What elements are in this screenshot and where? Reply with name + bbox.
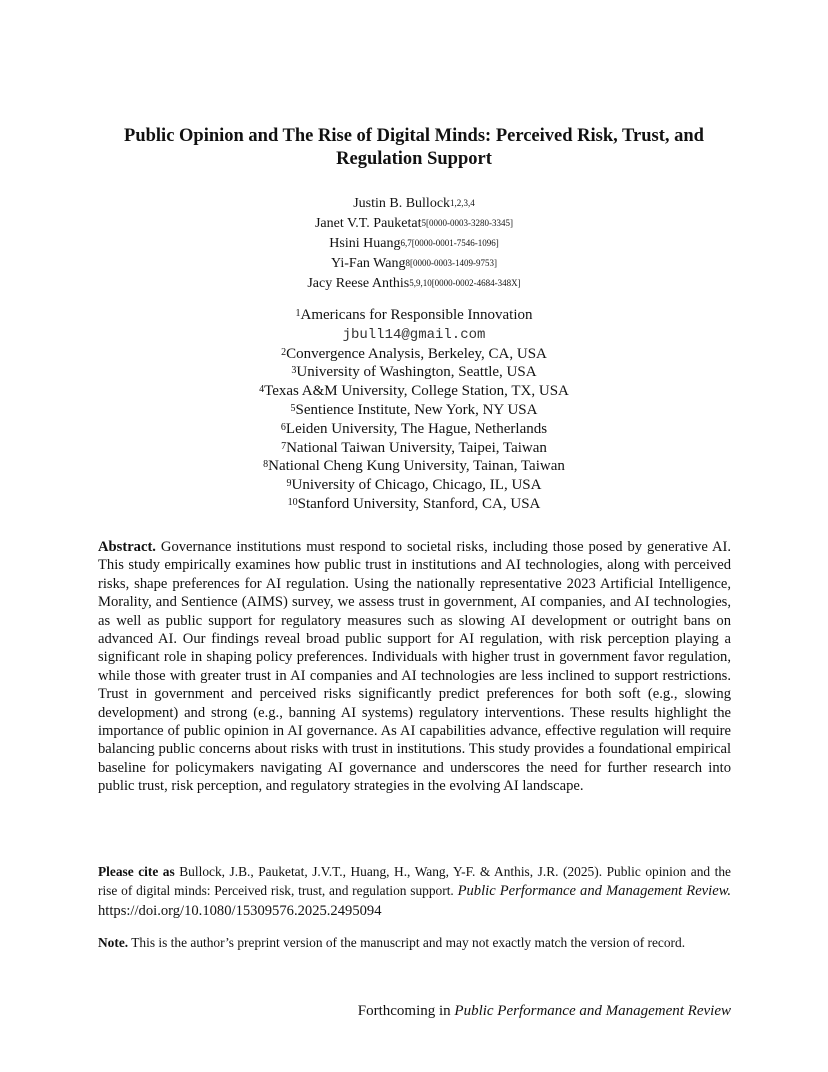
author-line: [100, 274, 728, 294]
abstract: [98, 538, 731, 796]
author-affiliation-marker: 6,7[0000-0001-7546-1096]: [400, 238, 499, 248]
citation-doi-link[interactable]: https://doi.org/10.1080/15309576.2025.2495094: [98, 903, 382, 919]
affiliation-text: Stanford University, Stanford, CA, USA: [297, 495, 541, 512]
affiliation-line: [100, 345, 728, 364]
preprint-note: [98, 934, 731, 952]
affiliation-line: [100, 401, 728, 420]
author-affiliation-marker: 5[0000-0003-3280-3345]: [421, 218, 514, 228]
forthcoming-footer: [358, 1001, 731, 1021]
affiliation-list: [100, 306, 728, 514]
affiliation-line: [100, 306, 728, 325]
affiliation-text: Americans for Responsible Innovation: [300, 307, 533, 323]
author-name: Jacy Reese Anthis: [307, 276, 410, 291]
author-list: [100, 194, 728, 294]
affiliation-text: National Cheng Kung University, Tainan, Taiwan: [268, 458, 565, 475]
affiliation-number: 2: [281, 346, 287, 358]
affiliation-number: 9: [286, 478, 292, 490]
affiliation-line: [100, 457, 728, 476]
affiliation-number: 3: [291, 365, 297, 377]
note-label: Note.: [98, 935, 129, 950]
contact-email[interactable]: jbull14@gmail.com: [342, 326, 486, 343]
author-name: Justin B. Bullock: [353, 196, 451, 211]
affiliation-number: 6: [280, 421, 286, 433]
affiliation-number: 1: [295, 308, 301, 319]
affiliation-text: Leiden University, The Hague, Netherlands: [285, 420, 548, 437]
citation-journal: Public Performance and Management Review.: [457, 883, 731, 899]
citation-label: Please cite as: [98, 864, 175, 879]
author-line: [100, 194, 728, 214]
author-affiliation-marker: 5,9,10[0000-0002-4684-348X]: [409, 278, 521, 288]
affiliation-text: University of Chicago, Chicago, IL, USA: [291, 477, 542, 494]
affiliation-line: [100, 495, 728, 514]
affiliation-text: National Taiwan University, Taipei, Taiwan: [286, 439, 547, 456]
paper-title-line-1: Public Opinion and The Rise of Digital Minds: Perceived Risk, Trust, and: [124, 126, 704, 146]
affiliation-number: 8: [263, 459, 269, 471]
affiliation-line: [100, 439, 728, 458]
author-line: [100, 234, 728, 254]
abstract-label: Abstract.: [98, 539, 156, 555]
affiliation-text: Convergence Analysis, Berkeley, CA, USA: [286, 345, 547, 362]
author-line: [100, 254, 728, 274]
affiliation-text: Sentience Institute, New York, NY USA: [295, 401, 538, 418]
author-line: [100, 214, 728, 234]
citation-text: Bullock, J.B., Pauketat, J.V.T., Huang, H., Wang, Y-F. & Anthis, J.R. (2025). Public opinion and the rise of digital minds: Perceived risk, trust, and regulation support.: [98, 864, 731, 898]
author-name: Yi-Fan Wang: [331, 256, 406, 271]
author-name: Hsini Huang: [329, 236, 401, 251]
affiliation-line: [100, 325, 728, 345]
affiliation-line: [100, 476, 728, 495]
note-text: This is the author’s preprint version of the manuscript and may not exactly match the version of record.: [131, 935, 686, 950]
affiliation-line: [100, 382, 728, 401]
affiliation-line: [100, 420, 728, 439]
affiliation-number: 10: [287, 496, 298, 508]
forthcoming-journal: Public Performance and Management Review: [454, 1003, 731, 1019]
citation: [98, 862, 731, 921]
affiliation-text: University of Washington, Seattle, USA: [296, 364, 537, 381]
paper-title: [60, 125, 768, 171]
affiliation-line: [100, 363, 728, 382]
affiliation-number: 7: [281, 440, 287, 452]
author-affiliation-marker: 8[0000-0003-1409-9753]: [405, 258, 497, 268]
affiliation-number: 5: [290, 402, 296, 414]
affiliation-number: 4: [259, 384, 265, 396]
author-affiliation-marker: 1,2,3,4: [450, 198, 475, 208]
abstract-text: Governance institutions must respond to societal risks, including those posed by generative AI. This study empirically examines how public trust in institutions and AI technologies, along with perceived risks, shape preferences for AI regulation. Using the nationally representative 2023 Artificial Intelligence, Morality, and Sentience (AIMS) survey, we assess trust in government, AI companies, and AI technologies, as well as public support for regulatory measures such as slowing AI development or outright bans on advanced AI. Our findings reveal broad public support for AI regulation, with risk perception playing a significant role in shaping policy preferences. Individuals with higher trust in government favor regulation, while those with greater trust in AI companies and AI technologies are less inclined to support restrictions. Trust in government and perceived risks significantly predict preferences for both soft (e.g., slowing development) and strong (e.g., banning AI systems) regulatory interventions. These results highlight the importance of public opinion in AI governance. As AI capabilities advance, effective regulation will require balancing public concerns about risks with trust in institutions. This study provides a foundational empirical baseline for policymakers navigating AI governance and underscores the need for further research into public trust, risk perception, and regulatory strategies in the evolving AI landscape.: [98, 539, 731, 795]
author-name: Janet V.T. Pauketat: [314, 216, 422, 231]
affiliation-text: Texas A&M University, College Station, TX, USA: [264, 383, 569, 400]
paper-title-line-2: Regulation Support: [336, 149, 492, 169]
forthcoming-prefix: Forthcoming in: [357, 1003, 451, 1019]
